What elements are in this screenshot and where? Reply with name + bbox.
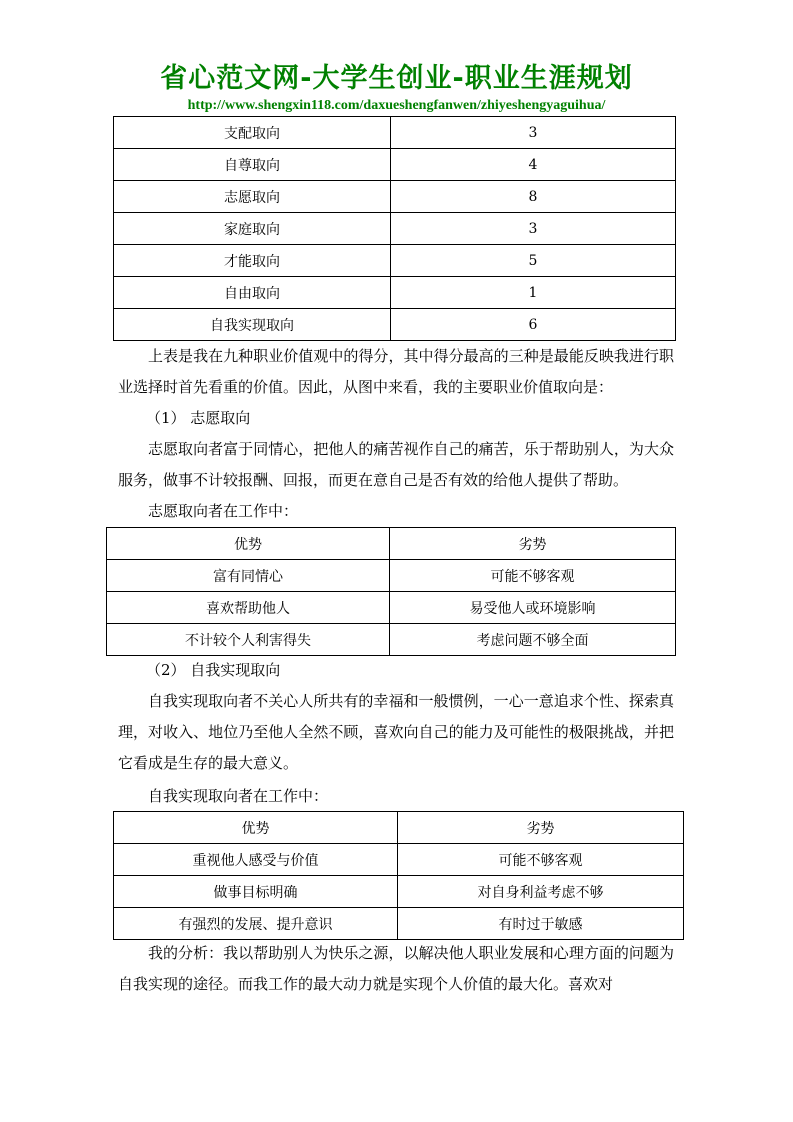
value-score: 1 <box>391 277 676 309</box>
table-row <box>114 213 676 245</box>
pros-cell: 有强烈的发展、提升意识 <box>114 908 398 940</box>
table-row <box>114 277 676 309</box>
value-score: 3 <box>391 117 676 149</box>
table-row <box>114 876 684 908</box>
value-label: 自尊取向 <box>114 149 391 181</box>
value-score: 6 <box>391 309 676 341</box>
column-header-cons: 劣势 <box>390 528 676 560</box>
table-row <box>114 117 676 149</box>
table-row <box>107 592 676 624</box>
table-row <box>107 624 676 656</box>
cons-cell: 易受他人或环境影响 <box>390 592 676 624</box>
pros-cell: 富有同情心 <box>107 560 390 592</box>
pros-cell: 重视他人感受与价值 <box>114 844 398 876</box>
pros-cell: 不计较个人利害得失 <box>107 624 390 656</box>
value-label: 志愿取向 <box>114 181 391 213</box>
section-heading-self-actualization: （2） 自我实现取向 <box>146 661 281 679</box>
value-score: 4 <box>391 149 676 181</box>
self-actualization-intro: 自我实现取向者在工作中： <box>148 787 329 805</box>
table-row <box>114 245 676 277</box>
pros-cell: 喜欢帮助他人 <box>107 592 390 624</box>
table-row <box>114 149 676 181</box>
score-table <box>113 116 676 341</box>
volunteer-description: 志愿取向者富于同情心，把他人的痛苦视作自己的痛苦，乐于帮助别人，为大众服务，做事不计较报酬、回报，而更在意自己是否有效的给他人提供了帮助。 <box>118 440 674 489</box>
self-actualization-description: 自我实现取向者不关心人所共有的幸福和一般惯例，一心一意追求个性、探索真理，对收入、地位乃至他人全然不顾，喜欢向自己的能力及可能性的极限挑战，并把它看成是生存的最大意义。 <box>118 692 674 772</box>
volunteer-intro: 志愿取向者在工作中： <box>148 502 299 520</box>
value-label: 家庭取向 <box>114 213 391 245</box>
table-row <box>114 309 676 341</box>
value-label: 支配取向 <box>114 117 391 149</box>
section-heading-volunteer: （1） 志愿取向 <box>146 409 251 427</box>
value-score: 5 <box>391 245 676 277</box>
table-row <box>114 181 676 213</box>
value-score: 3 <box>391 213 676 245</box>
cons-cell: 可能不够客观 <box>398 844 684 876</box>
pros-cell: 做事目标明确 <box>114 876 398 908</box>
table-header-row <box>114 812 684 844</box>
table-row <box>114 908 684 940</box>
value-label: 自由取向 <box>114 277 391 309</box>
cons-cell: 可能不够客观 <box>390 560 676 592</box>
cons-cell: 有时过于敏感 <box>398 908 684 940</box>
table-header-row <box>107 528 676 560</box>
self-actualization-pros-cons-table <box>113 811 684 940</box>
volunteer-pros-cons-table <box>106 527 676 656</box>
column-header-pros: 优势 <box>114 812 398 844</box>
value-score: 8 <box>391 181 676 213</box>
source-url[interactable]: http://www.shengxin118.com/daxueshengfanwen/zhiyeshengyaguihua/ <box>187 98 606 113</box>
value-label: 自我实现取向 <box>114 309 391 341</box>
analysis-paragraph: 我的分析：我以帮助别人为快乐之源，以解决他人职业发展和心理方面的问题为自我实现的途径。而我工作的最大动力就是实现个人价值的最大化。喜欢对 <box>118 944 674 993</box>
column-header-cons: 劣势 <box>398 812 684 844</box>
summary-paragraph: 上表是我在九种职业价值观中的得分，其中得分最高的三种是最能反映我进行职业选择时首先看重的价值。因此，从图中来看，我的主要职业价值取向是： <box>118 347 674 396</box>
cons-cell: 考虑问题不够全面 <box>390 624 676 656</box>
table-row <box>107 560 676 592</box>
value-label: 才能取向 <box>114 245 391 277</box>
page-title: 省心范文网-大学生创业-职业生涯规划 <box>160 63 633 94</box>
column-header-pros: 优势 <box>107 528 390 560</box>
cons-cell: 对自身利益考虑不够 <box>398 876 684 908</box>
table-row <box>114 844 684 876</box>
